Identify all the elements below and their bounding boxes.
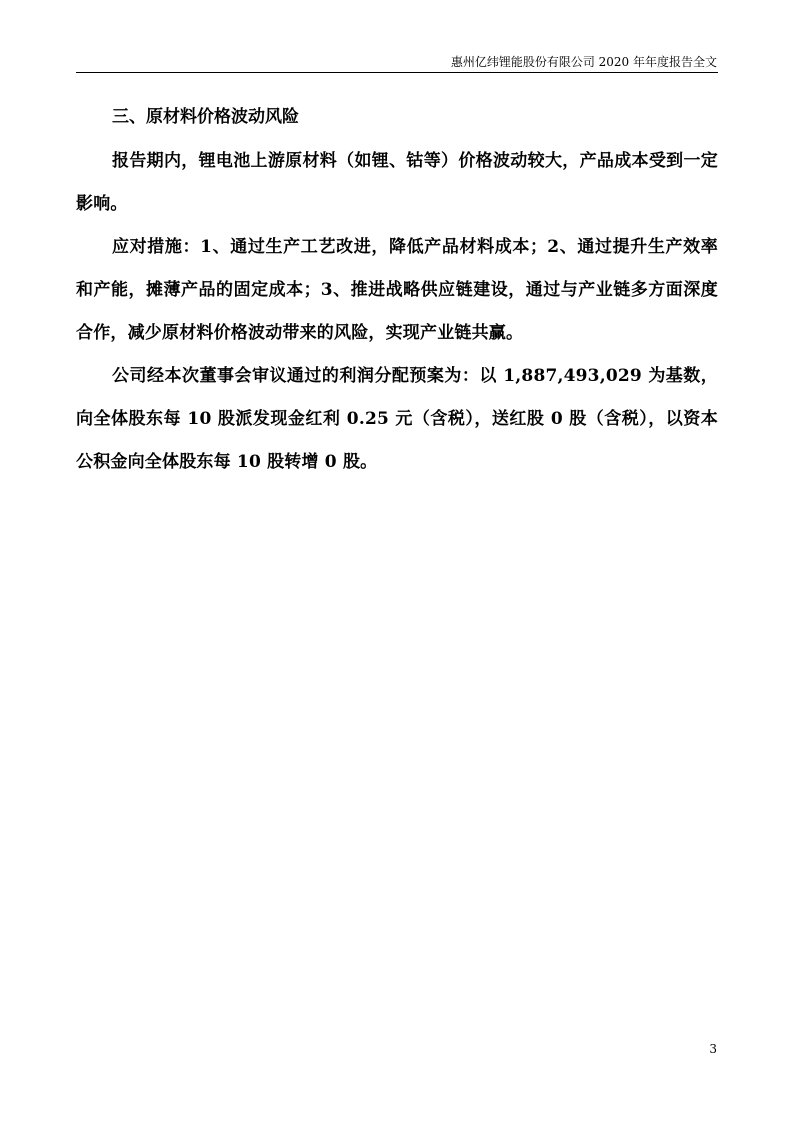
header-divider bbox=[76, 72, 718, 73]
paragraph-profit-distribution: 公司经本次董事会审议通过的利润分配预案为：以 1,887,493,029 为基数，向全体股东每 10 股派发现金红利 0.25 元（含税），送红股 0 股（含税），以资本公积金向全体股东每 10 股转增 0 股。 bbox=[76, 366, 718, 472]
section-heading: 三、原材料价格波动风险 bbox=[112, 107, 299, 127]
paragraph-reporting-period: 报告期内，锂电池上游原材料（如锂、钴等）价格波动较大，产品成本受到一定影响。 bbox=[76, 151, 718, 214]
paragraph-countermeasures: 应对措施：1、通过生产工艺改进，降低产品材料成本；2、通过提升生产效率和产能，摊薄产品的固定成本；3、推进战略供应链建设，通过与产业链多方面深度合作，减少原材料价格波动带来的风险，实现产业链共赢。 bbox=[76, 237, 718, 343]
document-body bbox=[76, 102, 718, 484]
running-header: 惠州亿纬锂能股份有限公司 2020 年年度报告全文 bbox=[450, 55, 717, 69]
page-number: 3 bbox=[709, 1042, 717, 1056]
